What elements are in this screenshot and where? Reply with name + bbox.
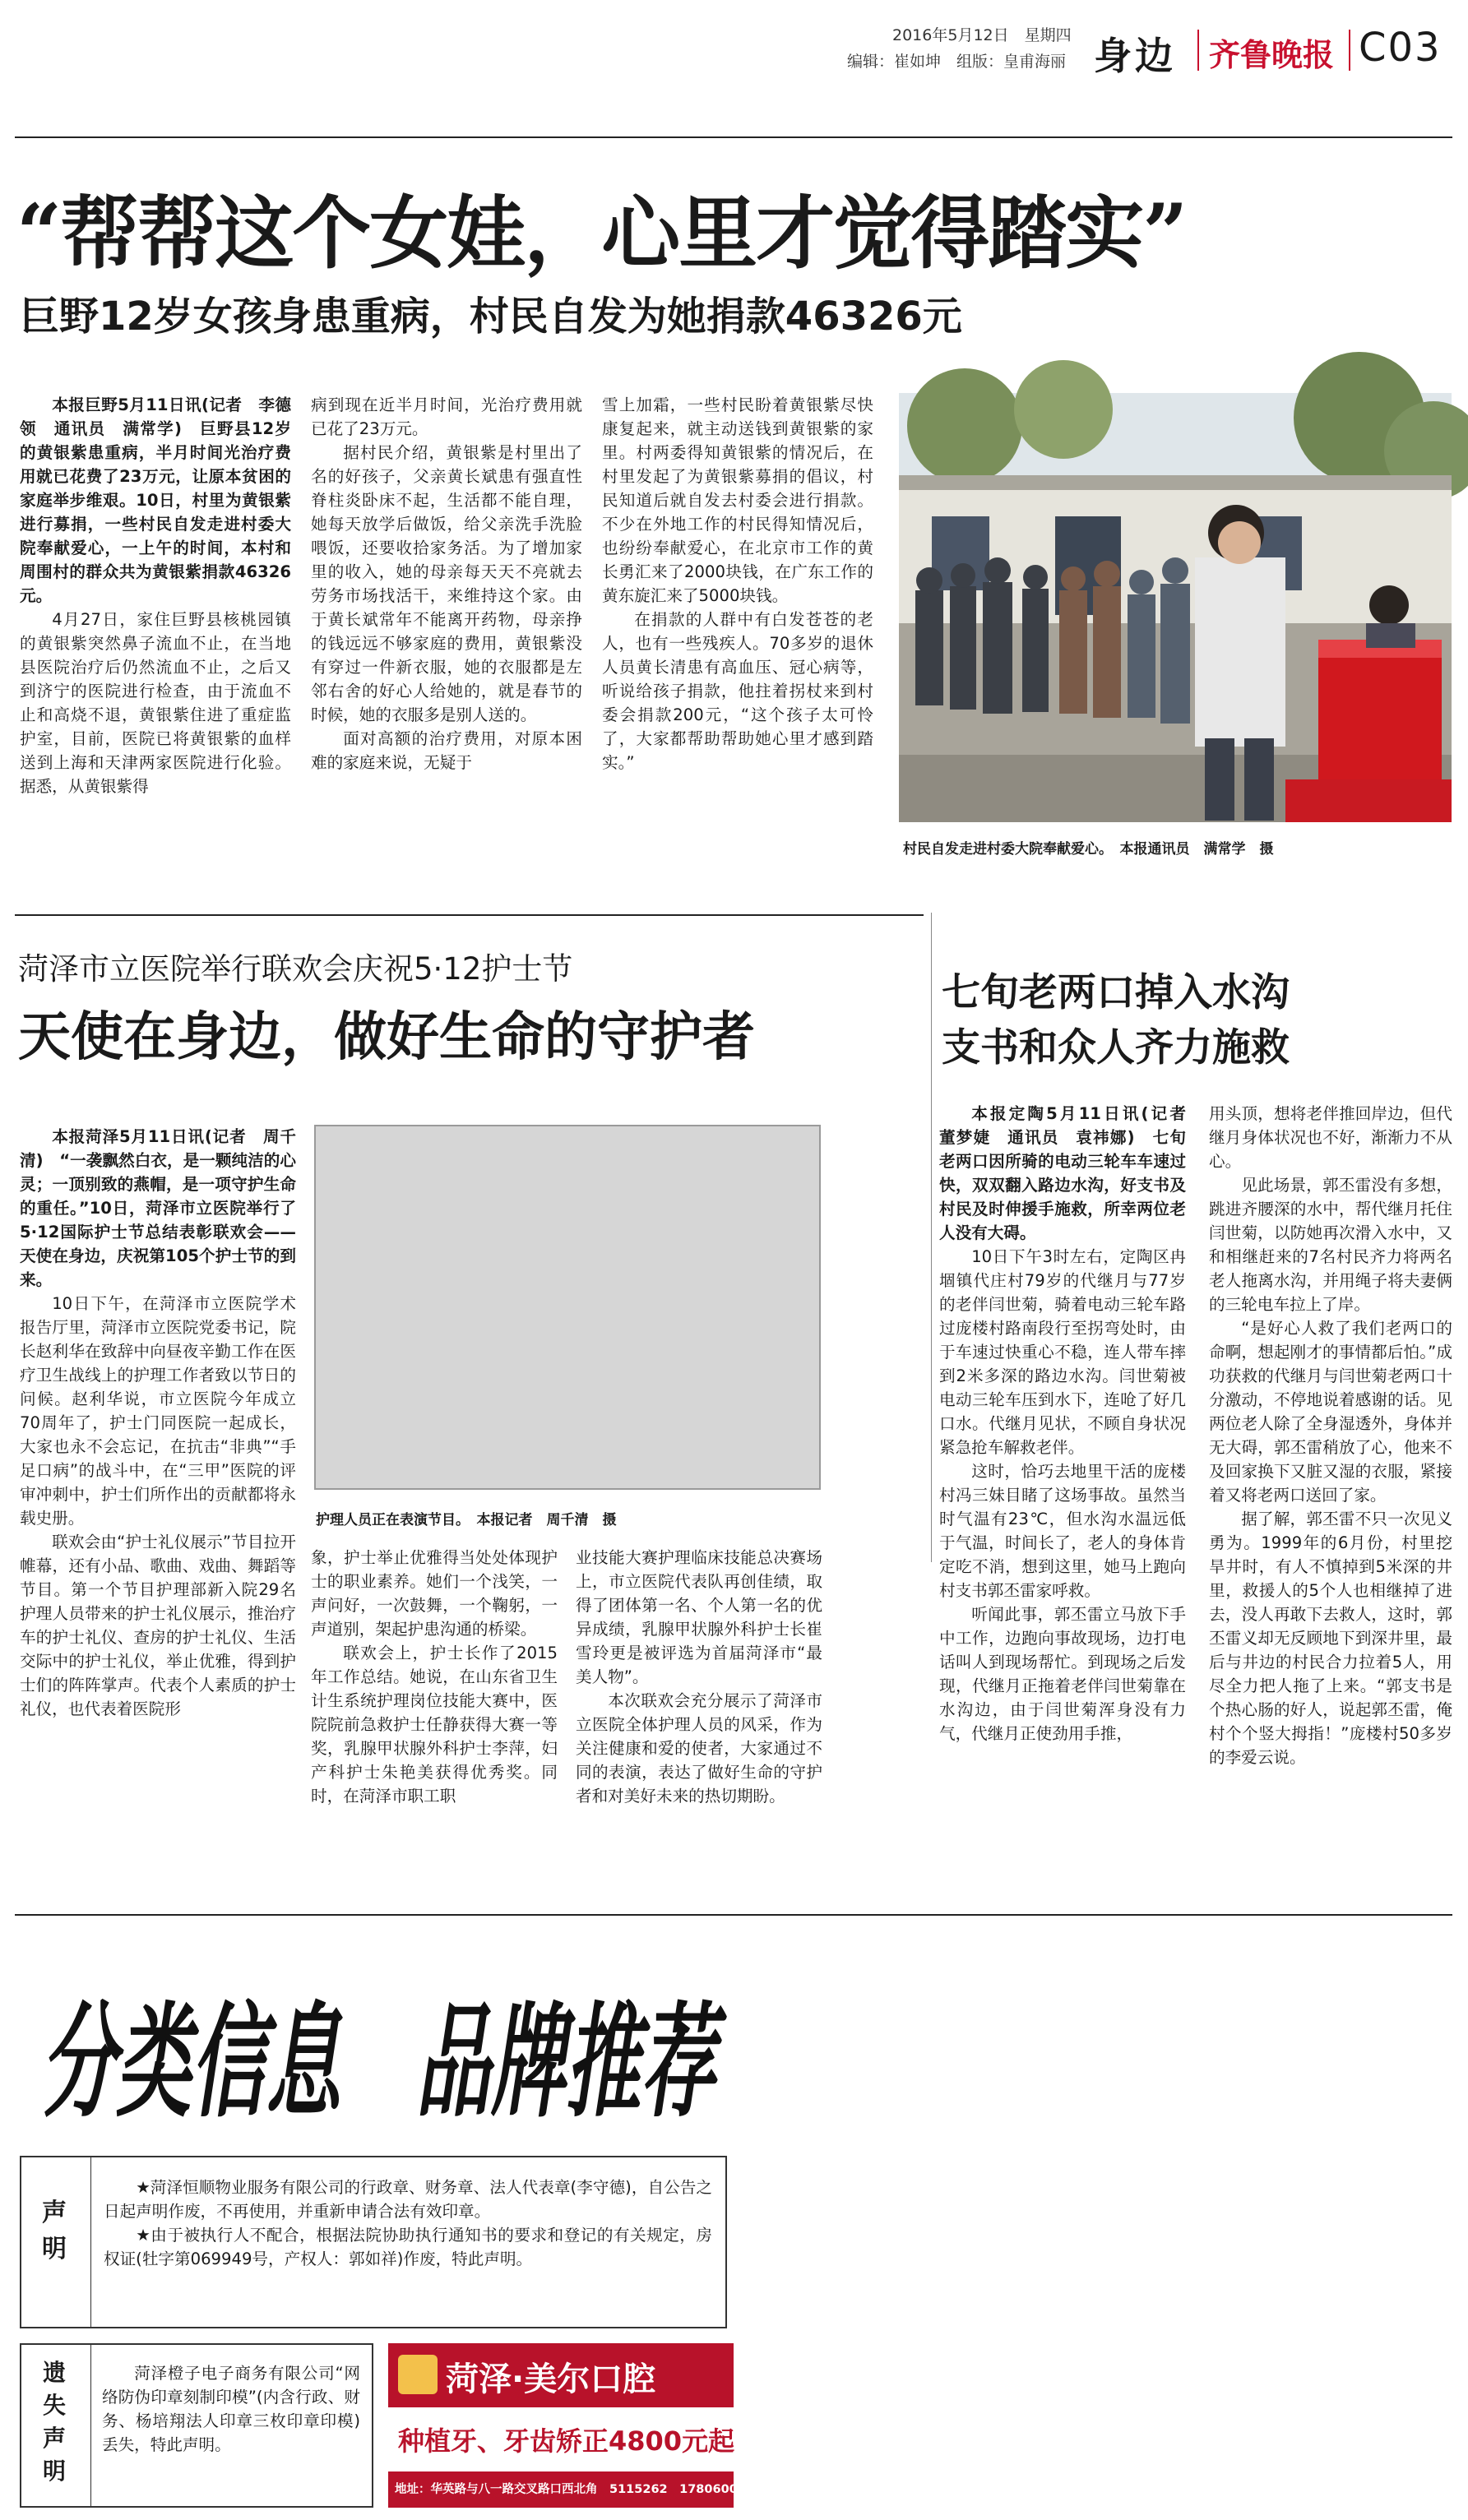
notice-item: ★由于被执行人不配合，根据法院协助执行通知书的要求和登记的有关规定，房权证(牡字第069949号，产权人：郭如祥)作废，特此声明。 — [104, 2226, 712, 2268]
article3-para: 用头顶，想将老伴推回岸边，但代继月身体状况也不好，渐渐力不从心。 — [1209, 1104, 1452, 1171]
article2-col1 — [20, 1125, 296, 1721]
article3-para: 这时，恰巧去地里干活的庞楼村冯三妹目睹了这场事故。虽然当时气温有23℃，但水沟水温远低于气温，时间长了，老人的身体肯定吃不消，想到这里，她马上跑向村支书郭丕雷家呼救。 — [939, 1462, 1186, 1600]
article2-para: 10日下午，在菏泽市立医院学术报告厅里，菏泽市立医院党委书记，院长赵利华在致辞中向昼夜辛勤工作在医疗卫生战线上的护理工作者致以节日的问候。赵利华说，市立医院今年成立70周年了，护士门同医院一起成长，大家也永不会忘记，在抗击“非典”“手足口病”的战斗中，在“三甲”医院的评审冲刺中，护士们所作出的贡献都将永载史册。 — [20, 1294, 296, 1528]
header-rule — [15, 136, 1452, 138]
article1-col1 — [20, 393, 291, 798]
notice-text — [104, 2176, 712, 2271]
article3-para: “是好心人救了我们老两口的命啊，想起刚才的事情都后怕。”成功获救的代继月与闫世菊老两口十分激动，不停地说着感谢的话。见两位老人除了全身湿透外，身体并无大碍，郭丕雷稍放了心，他来不及回家换下又脏又湿的衣服，紧接着又将老两口送回了家。 — [1209, 1319, 1452, 1505]
lost-notice-text: 菏泽橙子电子商务有限公司“网络防伪印章刻制印模”(内含行政、财务、杨培翔法人印章三枚印章印模)丢失，特此声明。 — [102, 2364, 360, 2454]
header-editors: 编辑：崔如坤 组版：皇甫海丽 — [847, 53, 1067, 71]
dental-ad-brand: 菏泽·美尔口腔 — [446, 2360, 656, 2398]
header-section: 身边 — [1094, 34, 1176, 78]
header-date: 2016年5月12日 星期四 — [892, 26, 1072, 44]
dental-ad — [388, 2343, 771, 2508]
article3-para: 10日下午3时左右，定陶区冉堌镇代庄村79岁的代继月与77岁的老伴闫世菊，骑着电动三轮车路过庞楼村路南段行至拐弯处时，由于车速过快重心不稳，连人带车摔到2米多深的路边水沟。闫世菊被电动三轮车压到水下，连呛了好几口水。代继月见状，不顾自身状况紧急抢车解救老伴。 — [939, 1247, 1186, 1457]
article1-para: 雪上加霜，一些村民盼着黄银紫尽快康复起来，就主动送钱到黄银紫的家里。村两委得知黄银紫的情况后，在村里发起了为黄银紫募捐的倡议，村民知道后就自发去村委会进行捐款。不少在外地工作的村民得知情况后，也纷纷奉献爱心，在北京市工作的黄长勇汇来了2000块钱，在广东工作的黄东旋汇来了5000块钱。 — [602, 395, 873, 605]
article3-col1 — [939, 1102, 1202, 1746]
dental-ad-offer: 种植牙、牙齿矫正4800元起 — [398, 2425, 735, 2457]
classified-calligraphy-banner — [33, 1969, 727, 2150]
article2-para: 联欢会上，护士长作了2015年工作总结。她说，在山东省卫生计生系统护理岗位技能大赛中，医院院前急救护士任静获得大赛一等奖，乳腺甲状腺外科护士李萍，妇产科护士朱艳美获得优秀奖。同时，在菏泽市职工职 — [311, 1644, 558, 1806]
article1-col3 — [602, 393, 873, 774]
lost-notice-divider — [90, 2345, 91, 2506]
article3-para: 见此场景，郭丕雷没有多想，跳进齐腰深的水中，帮代继月托住闫世菊，以防她再次滑入水中，又和相继赶来的7名村民齐力将两名老人拖离水沟，并用绳子将夫妻俩的三轮电车拉上了岸。 — [1209, 1176, 1452, 1314]
article3-para: 听闻此事，郭丕雷立马放下手中工作，边跑向事故现场，边打电话叫人到现场帮忙。到现场之后发现，代继月正拖着老伴闫世菊靠在水沟边，由于闫世菊浑身没有力气，代继月正使劲用手推， — [939, 1605, 1186, 1743]
notice-label: 声明 — [42, 2199, 67, 2263]
header-page-number: C03 — [1359, 25, 1442, 71]
article2-col3 — [576, 1546, 822, 1808]
article2-para: 象，护士举止优雅得当处处体现护士的职业素养。她们一个浅笑，一声问好，一次鼓舞，一个鞠躬，一声道别，架起护患沟通的桥梁。 — [311, 1548, 558, 1639]
article2-photo-caption: 护理人员正在表演节目。 本报记者 周千清 摄 — [316, 1512, 617, 1528]
article1-para: 据村民介绍，黄银紫是村里出了名的好孩子，父亲黄长斌患有强直性脊柱炎卧床不起，生活都不能自理，她每天放学后做饭，给父亲洗手洗脸喂饭，还要收拾家务活。为了增加家里的收入，她的母亲每天天不亮就去劳务市场找活干，来维持这个家。由于黄长斌常年不能离开药物，母亲挣的钱远远不够家庭的费用，黄银紫没有穿过一件新衣服，她的衣服都是左邻右舍的好心人给她的，就是春节的时候，她的衣服多是别人送的。 — [311, 443, 582, 724]
article1-para: 本报巨野5月11日讯(记者 李德领 通讯员 满常学) 巨野县12岁的黄银紫患重病，半月时间光治疗费用就已花费了23万元，让原本贫困的家庭举步维艰。10日，村里为黄银紫进行募捐，一些村民自发走进村委大院奉献爱心，一上午的时间，本村和周围村的群众共为黄银紫捐款46326元。 — [20, 395, 291, 605]
article3-title-line2: 支书和众人齐力施救 — [942, 1025, 1290, 1070]
article1-subtitle: 巨野12岁女孩身患重病，村民自发为她捐款46326元 — [20, 294, 962, 340]
article2-kicker: 菏泽市立医院举行联欢会庆祝5·12护士节 — [18, 951, 573, 987]
article3-para: 本报定陶5月11日讯(记者 董梦婕 通讯员 袁祎娜) 七旬老两口因所骑的电动三轮车车速过快，双双翻入路边水沟，好支书及村民及时伸援手施救，所幸两位老人没有大碍。 — [939, 1104, 1202, 1242]
article1-col2 — [311, 393, 582, 774]
article3-col2 — [1209, 1102, 1452, 1769]
article3-para: 据了解，郭丕雷不只一次见义勇为。1999年的6月份，村里挖旱井时，有人不慎掉到5米深的井里，救援人的5个人也相继掉了进去，没人再敢下去救人，这时，郭丕雷义却无反顾地下到深井里，最后与井边的村民合力拉着5人，用尽全力把人拖了上来。“郭支书是个热心肠的好人，说起郭丕雷，俺村个个竖大拇指！”庞楼村50多岁的李爱云说。 — [1209, 1510, 1452, 1767]
header-divider-2 — [1349, 30, 1350, 71]
article2-photo — [314, 1125, 821, 1490]
lost-notice-label: 遗失声明 — [42, 2359, 66, 2485]
article2-col2 — [311, 1546, 558, 1808]
section-rule — [15, 1914, 1452, 1916]
classified-banner — [33, 1969, 727, 2150]
article1-para: 面对高额的治疗费用，对原本困难的家庭来说，无疑于 — [311, 729, 582, 772]
donation-scene-image — [899, 393, 1452, 822]
notice-item: ★菏泽恒顺物业服务有限公司的行政章、财务章、法人代表章(李守德)，自公告之日起声明作废，不再使用，并重新申请合法有效印章。 — [104, 2178, 712, 2221]
classified-banner-text: 分类信息 品牌推荐 — [41, 1990, 727, 2134]
article2-para: 联欢会由“护士礼仪展示”节目拉开帷幕，还有小品、歌曲、戏曲、舞蹈等节目。第一个节目护理部新入院29名护理人员带来的护士礼仪展示，推治疗车的护士礼仪、查房的护士礼仪、生活交际中的护士礼仪，举止优雅，得到护士们的阵阵掌声。代表个人素质的护士礼仪，也代表着医院形 — [20, 1533, 296, 1718]
article1-para: 4月27日，家住巨野县核桃园镇的黄银紫突然鼻子流血不止，在当地县医院治疗后仍然流血不止，之后又到济宁的医院进行检查，由于流血不止和高烧不退，黄银紫住进了重症监护室，目前，医院已将黄银紫的血样送到上海和天津两家医院进行化验。据悉，从黄银紫得 — [20, 610, 291, 796]
notice-divider — [90, 2157, 91, 2327]
article3-title-line1: 七旬老两口掉入水沟 — [942, 970, 1290, 1015]
article2-para: 业技能大赛护理临床技能总决赛场上，市立医院代表队再创佳绩，取得了团体第一名、个人第一名的优异成绩，乳腺甲状腺外科护士长崔雪玲更是被评选为首届菏泽市“最美人物”。 — [576, 1548, 822, 1686]
header-divider — [1197, 30, 1199, 71]
article1-bottom-rule — [15, 914, 924, 916]
article2-para: 本次联欢会充分展示了菏泽市立医院全体护理人员的风采，作为关注健康和爱的使者，大家通过不同的表演，表达了做好生命的守护者和对美好未来的热切期盼。 — [576, 1691, 822, 1806]
dental-ad-address: 地址：华英路与八一路交叉路口西北角 5115262 17806006898 — [395, 2483, 771, 2496]
header-paper-logo: 齐鲁晚报 — [1209, 36, 1335, 73]
dental-logo-icon — [398, 2355, 438, 2394]
article1-para: 病到现在近半月时间，光治疗费用就已花了23万元。 — [311, 395, 582, 438]
column-divider — [931, 913, 932, 1562]
article1-photo-caption: 村民自发走进村委大院奉献爱心。 本报通讯员 满常学 摄 — [903, 841, 1274, 858]
article1-title: “帮帮这个女娃，心里才觉得踏实” — [16, 187, 1187, 280]
article2-title: 天使在身边，做好生命的守护者 — [18, 1007, 755, 1068]
article1-para: 在捐款的人群中有白发苍苍的老人，也有一些残疾人。70多岁的退休人员黄长清患有高血压、冠心病等，听说给孩子捐款，他拄着拐杖来到村委会捐款200元，“这个孩子太可怜了，大家都帮助帮助她心里才感到踏实。” — [602, 610, 873, 772]
article2-para: 本报菏泽5月11日讯(记者 周千清) “一袭飘然白衣，是一颗纯洁的心灵；一顶别致的燕帽，是一项守护生命的重任。”10日，菏泽市立医院举行了5·12国际护士节总结表彰联欢会——天使在身边，庆祝第105个护士节的到来。 — [20, 1127, 296, 1289]
article1-photo — [899, 393, 1452, 822]
